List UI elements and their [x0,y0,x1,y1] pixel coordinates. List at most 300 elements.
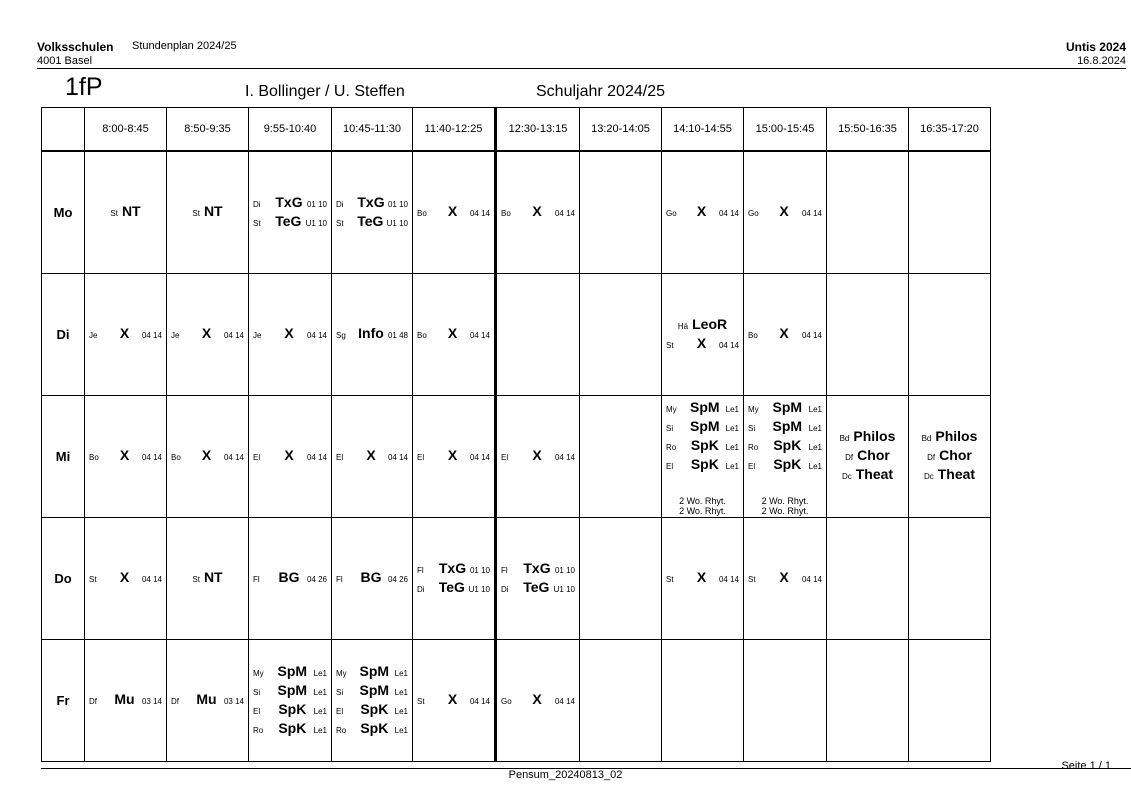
day-label: Di [42,274,85,396]
subject-code: X [119,447,130,463]
period-header: 16:35-17:20 [909,108,991,152]
subject-code: X [779,569,789,585]
lesson-cell-content [744,274,826,395]
period-header: 8:00-8:45 [85,108,167,152]
lesson-entry [249,701,331,720]
lesson-cell-content [497,274,579,395]
room-code: 04 26 [306,575,327,584]
lesson-entry [332,720,412,739]
lesson-cell-content [497,396,579,517]
lesson-entry [497,691,579,710]
room-code: 04 14 [718,340,739,350]
lesson-entry [85,325,166,344]
lesson-entry [85,447,166,466]
lesson-entry [497,203,579,222]
lesson-entry [85,569,166,588]
teacher-code: El [253,453,261,462]
teacher-code: Bo [171,453,181,462]
lesson-entry [413,560,494,579]
subject-code: LeoR [692,315,728,332]
lesson-entry [662,569,743,588]
lesson-entry [85,203,166,222]
room-code: Le1 [394,706,408,716]
day-label: Mi [42,396,85,518]
lesson-cell-content [909,518,990,639]
teacher-code: El [748,462,756,471]
lesson-entry [744,437,826,456]
lesson-entry [249,447,331,466]
lesson-cell [249,396,332,518]
teacher-code: Df [171,697,179,706]
day-row [42,640,991,762]
lesson-cell [580,151,662,274]
teacher-code: Dc [923,472,934,481]
subject-code: SpK [278,700,307,717]
lesson-cell [744,151,827,274]
room-code: 04 14 [223,453,244,462]
lesson-entry [827,428,908,447]
subject-code: X [532,203,542,219]
subject-code: Mu [114,691,135,707]
lesson-cell-content [332,396,412,517]
lesson-cell-content [332,640,412,761]
teacher-code: Bd [921,434,932,443]
lesson-cell-content [909,274,990,395]
lesson-entry [744,456,826,475]
lesson-cell [413,396,496,518]
subject-code: Philos [935,428,978,444]
lesson-cell-content [413,396,494,517]
lesson-cell-content [497,152,579,273]
subject-code: SpK [690,456,719,472]
class-teachers: I. Bollinger / U. Steffen [245,83,405,100]
subject-code: Info [358,325,384,341]
room-code: 01 48 [387,331,408,340]
lesson-entry [332,194,412,213]
room-code: 04 14 [718,575,739,584]
lesson-cell-content [827,274,908,395]
lesson-cell-content [85,518,166,639]
lesson-entry [332,663,412,682]
subject-code: BG [278,569,300,585]
lesson-entry [249,194,331,213]
teacher-code: Fl [501,565,508,575]
subject-code: NT [203,203,223,219]
lesson-entry [167,447,248,466]
subject-code: X [532,447,542,463]
room-code: Le1 [725,405,739,414]
subject-code: SpM [277,662,308,679]
teacher-code: Go [501,697,512,706]
subject-code: SpM [772,418,803,434]
teacher-code: Je [171,331,180,340]
lesson-cell [909,518,991,640]
rhythm-note-line: 2 Wo. Rhyt. [761,496,809,506]
subject-code: SpM [359,681,390,698]
subject-code: SpM [690,399,720,415]
teacher-code: Df [927,453,936,462]
lesson-cell [909,396,991,518]
lesson-entry [744,569,826,588]
subject-code: TxG [357,193,385,210]
room-code: 01 10 [306,199,327,209]
subject-code: TeG [357,212,384,229]
lesson-cell [167,640,249,762]
subject-code: BG [360,569,382,585]
lesson-cell-content [497,518,579,639]
lesson-cell-content [167,152,248,273]
teacher-code: El [336,706,344,716]
subject-code: SpK [278,719,307,736]
teacher-code: Si [748,424,756,433]
lesson-entry [167,691,248,710]
lesson-cell [332,274,413,396]
lesson-cell [662,151,744,274]
period-header: 12:30-13:15 [496,108,580,152]
room-code: Le1 [808,424,822,433]
subject-code: X [201,325,212,341]
lesson-entry [662,203,743,222]
lesson-cell [85,640,167,762]
lesson-entry [662,456,743,475]
teacher-code: St [666,340,674,350]
period-header: 11:40-12:25 [413,108,496,152]
lesson-cell [744,274,827,396]
lesson-cell-content [744,640,826,761]
lesson-entry [662,437,743,456]
lesson-cell [496,518,580,640]
teacher-code: Si [666,424,674,433]
lesson-cell [85,151,167,274]
document-title: Stundenplan 2024/25 [132,40,237,52]
subject-code: TxG [523,559,551,576]
subject-code: SpK [773,437,802,453]
subject-code: Philos [853,428,896,444]
lesson-entry [167,569,248,588]
teacher-code: Ro [336,725,347,735]
room-code: 03 14 [223,697,244,706]
lesson-cell [332,518,413,640]
teacher-code: Hä [677,321,689,331]
teacher-code: Si [253,687,261,697]
lesson-entry [909,447,990,466]
lesson-entry [497,560,579,579]
lesson-entry [827,447,908,466]
teacher-code: Bo [417,331,427,340]
teacher-code: My [336,668,347,678]
lesson-cell-content [249,518,331,639]
day-row [42,396,991,518]
lesson-entry [249,720,331,739]
room-code: 04 14 [801,575,822,584]
lesson-cell [662,518,744,640]
teacher-code: Df [845,453,854,462]
subject-code: SpM [359,662,390,679]
room-code: Le1 [313,687,327,697]
teacher-code: My [253,668,264,678]
lesson-cell-content [580,396,661,517]
lesson-entry [332,447,412,466]
lesson-entry [662,335,743,354]
subject-code: TeG [438,578,465,595]
lesson-entry [249,213,331,232]
lesson-entry [497,579,579,598]
teacher-code: Di [336,199,344,209]
room-code: 04 14 [469,209,490,218]
period-header: 15:00-15:45 [744,108,827,152]
lesson-cell [662,274,744,396]
teacher-code: Je [89,331,98,340]
teacher-code: Di [253,199,261,209]
lesson-cell-content [827,640,908,761]
lesson-entry [413,579,494,598]
room-code: 04 14 [387,453,408,462]
lesson-entry [413,691,494,710]
room-code: U1 10 [468,584,490,594]
lesson-entry [167,325,248,344]
room-code: Le1 [313,725,327,735]
teacher-code: St [192,209,200,218]
lesson-cell [909,151,991,274]
room-code: 04 14 [801,209,822,218]
subject-code: X [696,203,707,219]
lesson-cell [167,274,249,396]
lesson-cell-content [413,518,494,639]
teacher-code: Ro [666,443,677,452]
subject-code: X [532,691,542,707]
lesson-entry [662,316,743,335]
lesson-cell [85,396,167,518]
lesson-cell [332,640,413,762]
teacher-code: St [417,697,425,706]
lesson-cell [744,518,827,640]
teacher-code: St [666,575,674,584]
teacher-code: Sg [336,331,346,340]
teacher-code: St [336,218,344,228]
room-code: 04 14 [223,331,244,340]
school-year: Schuljahr 2024/25 [536,83,665,100]
lesson-cell [827,151,909,274]
lesson-cell-content [662,274,743,395]
lesson-cell [580,274,662,396]
lesson-entry [332,569,412,588]
teacher-code: El [501,453,509,462]
teacher-code: Di [417,584,425,594]
lesson-cell [413,274,496,396]
room-code: 03 14 [141,697,162,706]
room-code: U1 10 [386,218,408,228]
lesson-cell-content [744,396,826,517]
lesson-entry [744,399,826,418]
subject-code: TxG [275,193,303,210]
lesson-cell-content [167,518,248,639]
lesson-entry [167,203,248,222]
room-code: 04 14 [554,453,575,462]
room-code: 04 14 [306,331,327,340]
class-name: 1fP [65,73,103,101]
lesson-cell [413,518,496,640]
room-code: 01 10 [554,565,575,575]
lesson-entry [249,663,331,682]
lesson-cell [249,640,332,762]
day-row [42,274,991,396]
lesson-entry [827,466,908,485]
lesson-cell [167,396,249,518]
school-name: Volksschulen [37,40,114,54]
teacher-code: El [253,706,261,716]
room-code: 04 14 [801,331,822,340]
lesson-entry [909,428,990,447]
subject-code: X [779,325,789,341]
teacher-code: St [748,575,756,584]
lesson-entry [332,682,412,701]
lesson-cell-content [332,518,412,639]
subject-code: TxG [438,559,467,576]
lesson-cell-content [580,640,661,761]
subject-code: X [696,569,707,585]
lesson-cell-content [662,518,743,639]
day-label: Do [42,518,85,640]
lesson-cell-content [827,518,908,639]
lesson-cell-content [580,518,661,639]
room-code: Le1 [725,424,739,433]
lesson-entry [332,325,412,344]
teacher-code: Fl [253,575,260,584]
lesson-cell-content [167,640,248,761]
subject-code: SpM [277,681,308,698]
lesson-entry [249,325,331,344]
lesson-cell-content [827,396,908,517]
teacher-code: Ro [253,725,264,735]
lesson-entry [662,399,743,418]
lesson-cell-content [249,396,331,517]
lesson-cell-content [413,640,494,761]
period-header: 8:50-9:35 [167,108,249,152]
lesson-cell [249,518,332,640]
room-code: Le1 [313,668,327,678]
room-code: Le1 [725,462,739,471]
day-label: Fr [42,640,85,762]
lesson-cell [827,274,909,396]
room-code: 04 14 [141,331,162,340]
room-code: 04 14 [469,697,490,706]
subject-code: SpK [773,456,802,472]
teacher-code: Di [501,584,509,594]
subject-code: SpK [690,437,719,453]
room-code: 04 14 [718,209,739,218]
lesson-cell-content [413,274,494,395]
subject-code: X [366,447,376,463]
subject-code: SpK [360,719,389,736]
lesson-cell-content [744,152,826,273]
lesson-cell-content [332,152,412,273]
period-header: 15:50-16:35 [827,108,909,152]
lesson-cell-content [744,518,826,639]
lesson-cell [827,518,909,640]
teacher-code: Bd [839,434,850,443]
room-code: U1 10 [305,218,327,228]
subject-code: SpM [772,399,803,415]
lesson-cell [413,151,496,274]
teacher-code: Bo [417,209,427,218]
day-row [42,151,991,274]
room-code: 04 14 [141,575,162,584]
subject-code: SpM [690,418,720,434]
subject-code: X [696,334,707,351]
lesson-entry [332,213,412,232]
lesson-cell [580,396,662,518]
period-header: 13:20-14:05 [580,108,662,152]
lesson-entry [909,466,990,485]
room-code: Le1 [725,443,739,452]
subject-code: Theat [937,466,976,482]
subject-code: NT [203,569,223,585]
rhythm-note-line: 2 Wo. Rhyt. [761,506,809,516]
lesson-cell [744,396,827,518]
subject-code: Chor [939,447,972,463]
software-name: Untis 2024 [1065,40,1126,54]
lesson-cell [827,396,909,518]
lesson-entry [413,447,494,466]
lesson-entry [413,325,494,344]
lesson-cell [496,274,580,396]
teacher-code: Df [89,697,97,706]
subject-code: Chor [857,447,890,463]
lesson-cell-content [497,640,579,761]
period-header: 10:45-11:30 [332,108,413,152]
lesson-cell [744,640,827,762]
subject-code: X [284,325,294,341]
teacher-code: St [253,218,261,228]
lesson-cell [496,151,580,274]
lesson-entry [497,447,579,466]
lesson-cell-content [85,396,166,517]
teacher-code: My [666,405,677,414]
room-code: 04 14 [306,453,327,462]
period-header: 9:55-10:40 [249,108,332,152]
teacher-code: Go [748,209,759,218]
teacher-code: St [89,575,97,584]
subject-code: X [284,447,294,463]
period-header-row [42,108,991,152]
lesson-cell-content [580,274,661,395]
lesson-cell-content [167,274,248,395]
timetable-grid [41,107,991,762]
teacher-code: El [417,453,425,462]
teacher-code: Bo [501,209,511,218]
teacher-code: Dc [841,472,852,481]
room-code: 04 14 [141,453,162,462]
subject-code: TeG [523,578,550,595]
subject-code: X [447,203,458,219]
lesson-cell-content [249,152,331,273]
lesson-entry [413,203,494,222]
teacher-code: El [336,453,344,462]
room-code: Le1 [394,725,408,735]
lesson-cell-content [85,274,166,395]
room-code: Le1 [313,706,327,716]
room-code: Le1 [808,443,822,452]
rhythm-note-line: 2 Wo. Rhyt. [679,496,726,506]
lesson-cell-content [909,152,990,273]
lesson-cell [662,640,744,762]
lesson-cell [580,518,662,640]
lesson-entry [249,569,331,588]
subject-code: X [779,203,789,219]
lesson-cell [249,151,332,274]
day-row [42,518,991,640]
lesson-cell-content [167,396,248,517]
